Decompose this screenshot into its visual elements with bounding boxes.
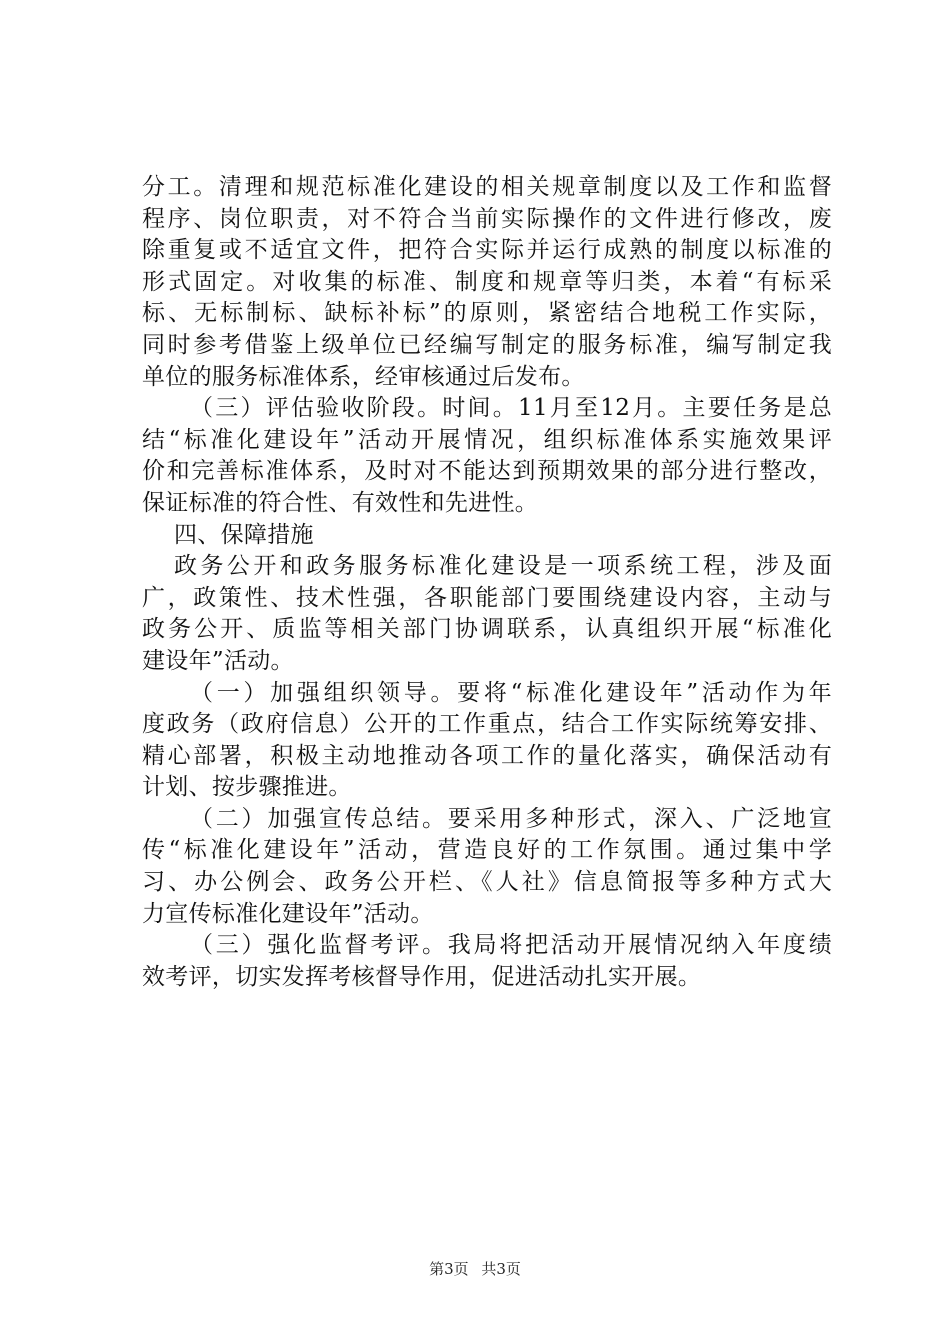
text-line: 计划、按步骤推进。 [142, 774, 352, 801]
page-total: 共3页 [481, 1260, 521, 1278]
text-line: 价和完善标准体系，及时对不能达到预期效果的部分进行整改， [142, 458, 832, 485]
page-footer [0, 1258, 950, 1279]
text-line: 同时参考借鉴上级单位已经编写制定的服务标准，编写制定我 [142, 331, 832, 358]
text-line: 力宣传标准化建设年”活动。 [142, 900, 434, 927]
text-line: 结“标准化建设年”活动开展情况，组织标准体系实施效果评 [142, 426, 832, 453]
text-line: 标、无标制标、缺标补标”的原则，紧密结合地税工作实际， [142, 300, 832, 327]
page-number: 第3页 [429, 1260, 469, 1278]
text-line: 形式固定。对收集的标准、制度和规章等归类，本着“有标采 [142, 268, 832, 295]
document-body [142, 172, 832, 993]
text-line: 保证标准的符合性、有效性和先进性。 [142, 489, 539, 516]
text-line: 建设年”活动。 [142, 647, 294, 674]
text-line: （一）加强组织领导。要将“标准化建设年”活动作为年 [190, 679, 832, 706]
text-line: 政务公开和政务服务标准化建设是一项系统工程，涉及面 [174, 553, 832, 580]
text-line: 除重复或不适宜文件，把符合实际并运行成熟的制度以标准的 [142, 237, 832, 264]
text-line: （三）评估验收阶段。时间。11月至12月。主要任务是总 [190, 395, 832, 422]
text-line: 政务公开、质监等相关部门协调联系，认真组织开展“标准化 [142, 616, 832, 643]
text-line: 单位的服务标准体系，经审核通过后发布。 [142, 363, 585, 390]
text-line: 四、保障措施 [174, 521, 314, 548]
text-line: 分工。清理和规范标准化建设的相关规章制度以及工作和监督 [142, 174, 832, 200]
text-line: 广，政策性、技术性强，各职能部门要围绕建设内容，主动与 [142, 584, 832, 611]
text-line: 习、办公例会、政务公开栏、《人社》信息简报等多种方式大 [142, 869, 832, 896]
text-line: （二）加强宣传总结。要采用多种形式，深入、广泛地宣 [190, 805, 832, 832]
text-line: （三）强化监督考评。我局将把活动开展情况纳入年度绩 [190, 932, 832, 959]
text-line: 精心部署，积极主动地推动各项工作的量化落实，确保活动有 [142, 742, 832, 769]
text-line: 传“标准化建设年”活动，营造良好的工作氛围。通过集中学 [142, 837, 832, 864]
text-line: 效考评，切实发挥考核督导作用，促进活动扎实开展。 [142, 963, 702, 990]
text-line: 度政务（政府信息）公开的工作重点，结合工作实际统筹安排、 [142, 711, 832, 738]
text-line: 程序、岗位职责，对不符合当前实际操作的文件进行修改，废 [142, 205, 832, 232]
